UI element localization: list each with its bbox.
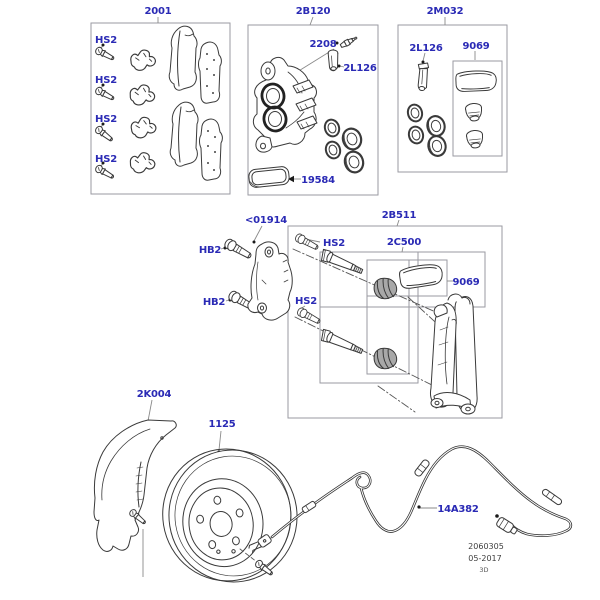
callout-2l126-b[interactable]: 2L126 xyxy=(409,43,443,54)
callout-2k004[interactable]: 2K004 xyxy=(136,389,172,400)
drawing-brake-disc xyxy=(153,439,306,592)
callout-hs2-5[interactable]: HS2 xyxy=(323,238,345,249)
footer xyxy=(468,542,504,574)
footer-date: 05-2017 xyxy=(468,554,502,563)
drawing-guide-pin-small xyxy=(328,50,338,71)
callout-2b511[interactable]: 2B511 xyxy=(381,210,417,221)
callout-hs2-6[interactable]: HS2 xyxy=(295,296,317,307)
callout-hs2-1[interactable]: HS2 xyxy=(95,35,117,46)
callout-2b120[interactable]: 2B120 xyxy=(295,6,331,17)
drawing-seal-kit xyxy=(406,62,496,158)
sensor-ferrule-3 xyxy=(541,488,562,506)
callout-01914[interactable]: <01914 xyxy=(245,215,287,226)
callout-19584[interactable]: 19584 xyxy=(301,175,335,186)
footer-view-tag: 3D xyxy=(479,566,489,574)
callout-hs2-4[interactable]: HS2 xyxy=(95,154,117,165)
sensor-connector xyxy=(496,517,519,537)
callout-hs2-3[interactable]: HS2 xyxy=(95,114,117,125)
drawing-caliper xyxy=(248,35,366,188)
drawing-grease-sachet-2 xyxy=(399,263,444,289)
callout-14a382[interactable]: 14A382 xyxy=(437,504,479,515)
callout-9069-a[interactable]: 9069 xyxy=(462,41,490,52)
callout-2l126-a[interactable]: 2L126 xyxy=(343,63,377,74)
callout-hs2-2[interactable]: HS2 xyxy=(95,75,117,86)
sensor-ferrule-1 xyxy=(301,501,316,514)
drawing-pin-2m032 xyxy=(416,62,429,91)
drawing-grease-sachet-1 xyxy=(456,71,496,91)
drawing-dust-shield xyxy=(94,420,176,551)
callout-2c500[interactable]: 2C500 xyxy=(386,237,422,248)
callout-2m032[interactable]: 2M032 xyxy=(426,6,464,17)
drawing-knuckle-bracket xyxy=(223,238,292,320)
drawing-shim xyxy=(248,166,290,188)
footer-drawing-number: 2060305 xyxy=(468,542,504,551)
drawing-wear-sensor xyxy=(248,447,571,555)
callout-hb2-2[interactable]: HB2 xyxy=(202,297,226,308)
drawing-anchor-plate xyxy=(430,294,477,414)
callout-hb2-1[interactable]: HB2 xyxy=(198,245,222,256)
callout-2208[interactable]: 2208 xyxy=(309,39,337,50)
callout-9069-b[interactable]: 9069 xyxy=(452,277,480,288)
drawing-bleed-screw xyxy=(340,35,358,48)
callout-1125[interactable]: 1125 xyxy=(208,419,236,430)
callout-2001[interactable]: 2001 xyxy=(144,6,172,17)
